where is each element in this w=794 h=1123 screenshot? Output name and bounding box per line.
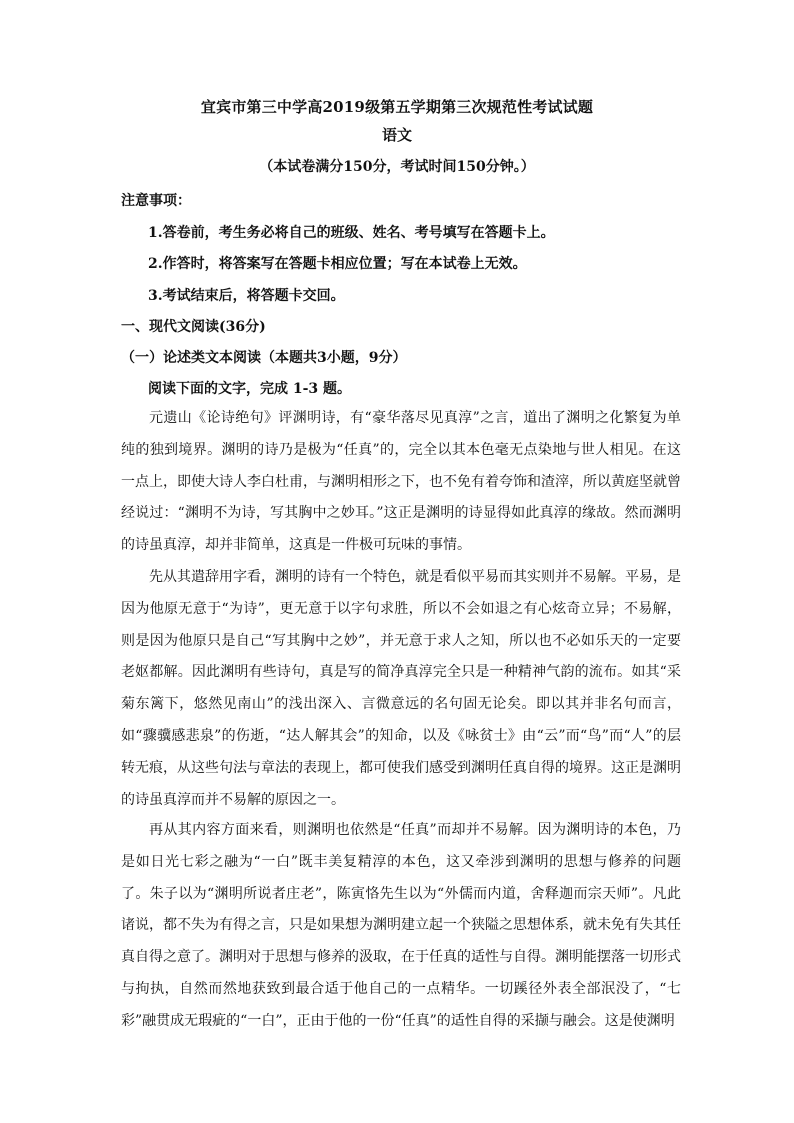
exam-title: 宜宾市第三中学高2019级第五学期第三次规范性考试试题 — [200, 98, 594, 116]
notice-item: 3.考试结束后，将答题卡交回。 — [148, 288, 345, 304]
section-heading: 一、现代文阅读(36分) — [121, 319, 266, 335]
subject-label: 语文 — [381, 126, 412, 144]
subsection-heading: （一）论述类文本阅读（本题共3小题，9分） — [121, 350, 407, 366]
reading-instruction: 阅读下面的文字，完成 1-3 题。 — [148, 381, 352, 397]
notices-heading: 注意事项： — [121, 193, 191, 209]
score-note: （本试卷满分150分，考试时间150分钟。） — [259, 159, 535, 175]
passage-paragraph: 先从其遣辞用字看，渊明的诗有一个特色，就是看似平易而其实则并不易解。平易，是因为他原无意于“为诗”，更无意于以字句求胜，所以不会如退之有心炫奇立异；不易解，则是因为他原只是自己“写其胸中之妙”，并无意于求人之知，所以也不必如乐天的一定要老妪都解。因此渊明有些诗句，真是写的简净真淳完全只是一种精神气韵的流布。如其“采菊东篱下，悠然见南山”的浅出深入、言微意远的名句固无论矣。即以其并非名句而言，如“骤骥感悲泉”的伤逝，“达人解其会”的知命，以及《咏贫士》由“云”而“鸟”而“人”的层转无痕，从这些句法与章法的表现上，都可使我们感受到渊明任真自得的境界。这正是渊明的诗虽真淳而并不易解的原因之一。 — [121, 569, 681, 808]
passage-paragraph: 元遗山《论诗绝句》评渊明诗，有“豪华落尽见真淳”之言，道出了渊明之化繁复为单纯的独到境界。渊明的诗乃是极为“任真”的，完全以其本色毫无点染地与世人相见。在这一点上，即使大诗人李白杜甫，与渊明相形之下，也不免有着夸饰和渣滓，所以黄庭坚就曾经说过：“渊明不为诗，写其胸中之妙耳。”这正是渊明的诗显得如此真淳的缘故。然而渊明的诗虽真淳，却并非简单，这真是一件极可玩味的事情。 — [121, 410, 681, 554]
passage-paragraph: 再从其内容方面来看，则渊明也依然是“任真”而却并不易解。因为渊明诗的本色，乃是如日光七彩之融为“一白”既丰美复精淳的本色，这又牵涉到渊明的思想与修养的问题了。朱子以为“渊明所说者庄老”，陈寅恪先生以为“外儒而内道，舍释迦而宗天师”。凡此诸说，都不失为有得之言，只是如果想为渊明建立起一个狭隘之思想体系，就未免有失其任真自得之意了。渊明对于思想与修养的汲取，在于任真的适性与自得。渊明能摆落一切形式与拘执，自然而然地获致到最合适于他自己的一点精华。一切蹊径外表全部泯没了，“七彩”融贯成无瑕疵的“一白”，正由于他的一份“任真”的适性自得的采撷与融会。这是使渊明 — [121, 822, 681, 1029]
notice-item: 2.作答时，将答案写在答题卡相应位置；写在本试卷上无效。 — [148, 256, 527, 272]
notice-item: 1.答卷前，考生务必将自己的班级、姓名、考号填写在答题卡上。 — [148, 225, 555, 241]
